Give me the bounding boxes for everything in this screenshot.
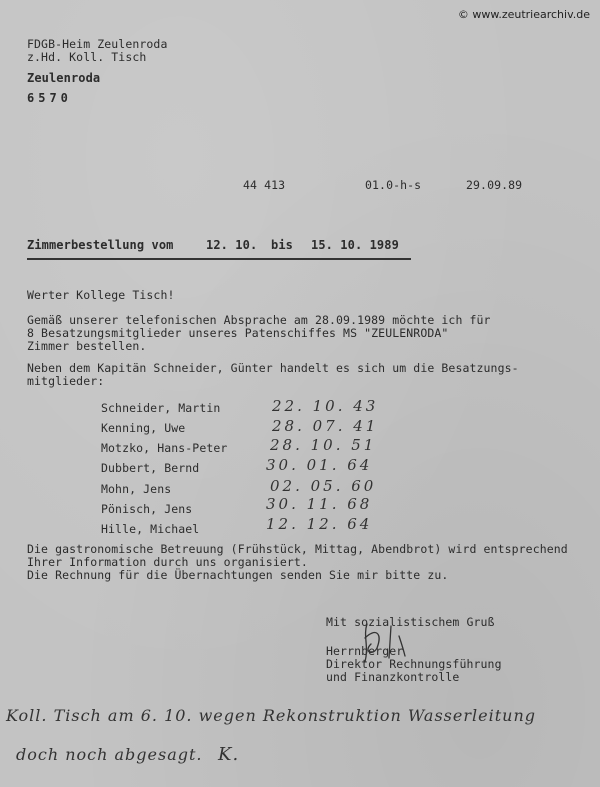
- watermark: © www.zeutriearchiv.de: [457, 8, 590, 21]
- closing-title-1: Direktor Rechnungsführung: [326, 657, 502, 671]
- crew-birthdate: 12. 12. 64: [266, 515, 373, 533]
- address-line-2: z.Hd. Koll. Tisch: [27, 50, 147, 64]
- address-zip: 6570: [27, 91, 72, 105]
- closing-greeting: Mit sozialistischem Gruß: [326, 615, 495, 629]
- crew-birthdate: 22. 10. 43: [272, 397, 379, 415]
- paragraph3-line: Die gastronomische Betreuung (Frühstück, Mittag, Abendbrot) wird entsprechend: [27, 542, 568, 556]
- handwritten-note-line: doch noch abgesagt.: [16, 745, 203, 764]
- crew-birthdate: 28. 07. 41: [272, 417, 379, 435]
- crew-birthdate: 30. 11. 68: [266, 495, 373, 513]
- address-line-1: FDGB-Heim Zeulenroda: [27, 37, 168, 51]
- crew-name: Pönisch, Jens: [101, 502, 193, 516]
- crew-birthdate: 28. 10. 51: [270, 436, 377, 454]
- crew-name: Mohn, Jens: [101, 482, 172, 496]
- crew-name: Dubbert, Bernd: [101, 461, 200, 475]
- subject-from: 12. 10.: [206, 238, 258, 252]
- subject-label: Zimmerbestellung vom: [27, 238, 174, 252]
- crew-name: Hille, Michael: [101, 522, 200, 536]
- salutation: Werter Kollege Tisch!: [27, 288, 175, 302]
- paragraph3-line: Ihrer Information durch uns organisiert.: [27, 555, 308, 569]
- address-city: Zeulenroda: [27, 71, 101, 85]
- crew-name: Motzko, Hans-Peter: [101, 441, 228, 455]
- signature-scribble: [355, 618, 415, 668]
- crew-birthdate: 30. 01. 64: [266, 456, 373, 474]
- paragraph1-line: Zimmer bestellen.: [27, 339, 147, 353]
- crew-name: Kenning, Uwe: [101, 421, 186, 435]
- paragraph2-line: mitglieder:: [27, 374, 105, 388]
- closing-name: Herrnberger: [326, 644, 404, 658]
- subject-underline: [27, 258, 411, 260]
- paragraph3-line: Die Rechnung für die Übernachtungen senden Sie mir bitte zu.: [27, 568, 449, 582]
- handwritten-initial: K.: [218, 744, 240, 765]
- paragraph1-line: Gemäß unserer telefonischen Absprache am 28.09.1989 möchte ich für: [27, 313, 491, 327]
- subject-to: 15. 10. 1989: [311, 238, 399, 252]
- subject-bis: bis: [271, 238, 293, 252]
- paragraph2-line: Neben dem Kapitän Schneider, Günter handelt es sich um die Besatzungs-: [27, 361, 519, 375]
- crew-birthdate: 02. 05. 60: [270, 477, 377, 495]
- reference-number: 44 413: [243, 178, 286, 192]
- closing-title-2: und Finanzkontrolle: [326, 670, 460, 684]
- reference-date: 29.09.89: [466, 178, 523, 192]
- reference-code: 01.0-h-s: [365, 178, 422, 192]
- paragraph1-line: 8 Besatzungsmitglieder unseres Patenschiffes MS "ZEULENRODA": [27, 326, 449, 340]
- handwritten-note-line: Koll. Tisch am 6. 10. wegen Rekonstruktion Wasserleitung: [6, 706, 536, 725]
- crew-name: Schneider, Martin: [101, 401, 221, 415]
